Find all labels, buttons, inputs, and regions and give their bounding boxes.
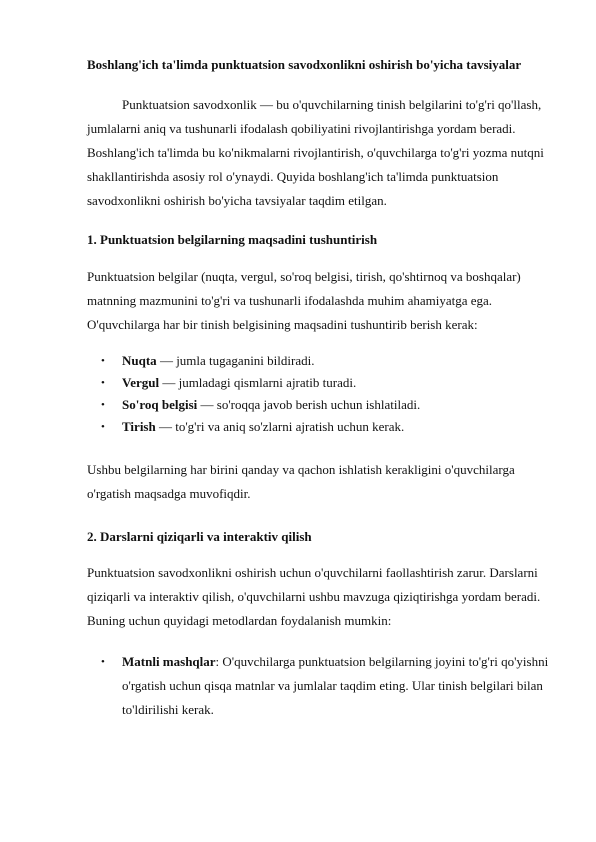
bullet-term: Tirish xyxy=(122,419,156,434)
bullet-text: : O'quvchilarga punktuatsion belgilarning joyini to'g'ri qo'yishni o'rgatish uchun qisqa matnlar va jumlalar taqdim eting. Ular tinish belgilari bilan to'ldirilishi kerak. xyxy=(122,654,549,717)
section-2-heading: 2. Darslarni qiziqarli va interaktiv qilish xyxy=(87,529,312,544)
bullet-text: — jumla tugaganini bildiradi. xyxy=(156,353,315,368)
bullet-icon: • xyxy=(101,355,105,367)
bullet-term: Vergul xyxy=(122,375,160,390)
section-1-closing: Ushbu belgilarning har birini qanday va qachon ishlatish kerakligini o'quvchilarga o'rgatish maqsadga muvofiqdir. xyxy=(87,462,515,501)
section-2-paragraph: Punktuatsion savodxonlikni oshirish uchun o'quvchilarni faollashtirish zarur. Darslarni qiziqarli va interaktiv qilish, o'quvchilarni ushbu mavzuga qiziqtirishga yordam beradi. Buning uchun quyidagi metodlardan foydalanish mumkin: xyxy=(87,565,541,628)
bullet-term: Matnli mashqlar xyxy=(122,654,216,669)
intro-paragraph: Punktuatsion savodxonlik — bu o'quvchilarning tinish belgilarini to'g'ri qo'llash, jumlalarni aniq va tushunarli ifodalash qobiliyatini rivojlantirishga yordam beradi. Boshlang'ich ta'limda bu ko'nikmalarni rivojlantirish, o'quvchilarga to'g'ri yozma nutqni shakllantirishda asosiy rol o'ynaydi. Quyida boshlang'ich ta'limda punktuatsion savodxonlikni oshirish bo'yicha tavsiyalar taqdim etilgan. xyxy=(87,97,544,208)
bullet-text: — to'g'ri va aniq so'zlarni ajratish uchun kerak. xyxy=(155,419,405,434)
list-item xyxy=(87,416,557,438)
list-item xyxy=(87,650,557,722)
section-2-bullet-list xyxy=(87,650,557,722)
bullet-text: — jumladagi qismlarni ajratib turadi. xyxy=(159,375,357,390)
bullet-text: — so'roqqa javob berish uchun ishlatiladi. xyxy=(197,397,421,412)
bullet-icon: • xyxy=(101,377,105,389)
document-title: Boshlang'ich ta'limda punktuatsion savodxonlikni oshirish bo'yicha tavsiyalar xyxy=(87,57,522,72)
list-item xyxy=(87,350,557,372)
section-1-heading: 1. Punktuatsion belgilarning maqsadini tushuntirish xyxy=(87,232,378,247)
bullet-icon: • xyxy=(101,399,105,411)
list-item xyxy=(87,394,557,416)
bullet-term: So'roq belgisi xyxy=(122,397,198,412)
bullet-term: Nuqta xyxy=(122,353,157,368)
list-item xyxy=(87,372,557,394)
section-1-paragraph: Punktuatsion belgilar (nuqta, vergul, so'roq belgisi, tirish, qo'shtirnoq va boshqalar) matnning mazmunini to'g'ri va tushunarli ifodalashda muhim ahamiyatga ega. O'quvchilarga har bir tinish belgisining maqsadini tushuntirib berish kerak: xyxy=(87,269,521,332)
section-1-bullet-list xyxy=(87,350,557,438)
bullet-icon: • xyxy=(101,421,105,433)
bullet-icon: • xyxy=(101,656,105,668)
